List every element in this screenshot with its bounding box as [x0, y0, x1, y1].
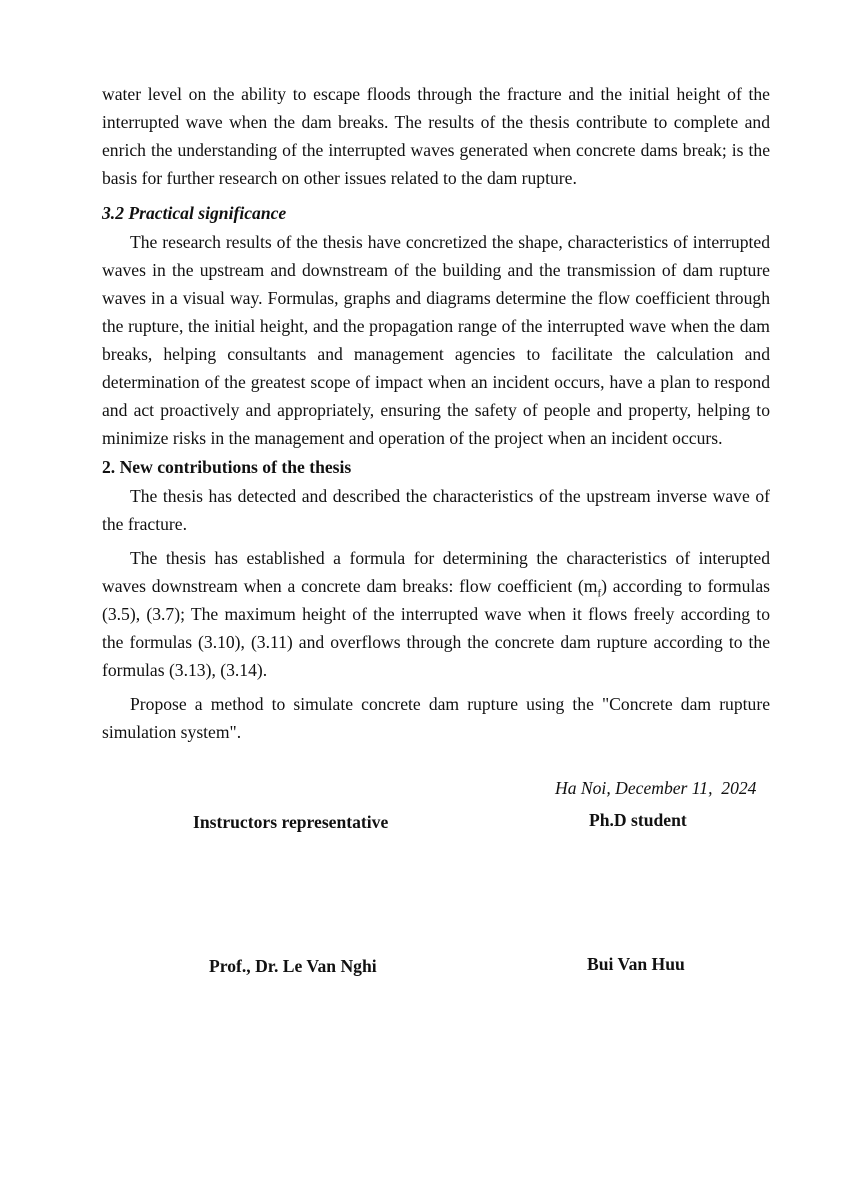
intro-paragraph: water level on the ability to escape floods through the fracture and the initial height of the interrupted wave when the dam breaks. The results of the thesis contribute to complete and enrich the understanding of the interrupted waves generated when concrete dams break; is the basis for further research on other issues related to the dam rupture. — [102, 84, 770, 188]
student-title: Ph.D student — [589, 810, 687, 830]
instructor-name: Prof., Dr. Le Van Nghi — [209, 956, 377, 976]
contribution-paragraph-2-part-b: ) according to formulas (3.5), (3.7); The maximum height of the interrupted wave when it flows freely according to the formulas (3.10), (3.11) and overflows through the concrete dam rupture according to the formulas (3.13), (3.14). — [102, 576, 770, 680]
contribution-paragraph-3: Propose a method to simulate concrete dam rupture using the "Concrete dam rupture simulation system". — [102, 694, 770, 742]
contribution-paragraph-1: The thesis has detected and described the characteristics of the upstream inverse wave of the fracture. — [102, 486, 770, 534]
practical-significance-heading: 3.2 Practical significance — [102, 203, 287, 223]
contribution-paragraph-2-part-a: The thesis has established a formula for determining the characteristics of interupted waves downstream when a concrete dam breaks: flow coefficient (m — [102, 548, 770, 596]
instructor-title: Instructors representative — [193, 812, 389, 832]
document-body — [102, 80, 770, 746]
practical-significance-paragraph: The research results of the thesis have concretized the shape, characteristics of interrupted waves in the upstream and downstream of the building and the transmission of dam rupture waves in a visual way. Formulas, graphs and diagrams determine the flow coefficient through the rupture, the initial height, and the propagation range of the interrupted wave when the dam breaks, helping consultants and management agencies to facilitate the calculation and determination of the greatest scope of impact when an incident occurs, have a plan to respond and act proactively and appropriately, ensuring the safety of people and property, helping to minimize risks in the management and operation of the project when an incident occurs. — [102, 232, 770, 448]
contribution-paragraph-2 — [102, 544, 770, 684]
student-name: Bui Van Huu — [587, 954, 685, 974]
flow-coefficient-subscript: f — [597, 587, 602, 600]
date-line: Ha Noi, December 11, 2024 — [555, 778, 757, 798]
new-contributions-heading: 2. New contributions of the thesis — [102, 457, 352, 477]
